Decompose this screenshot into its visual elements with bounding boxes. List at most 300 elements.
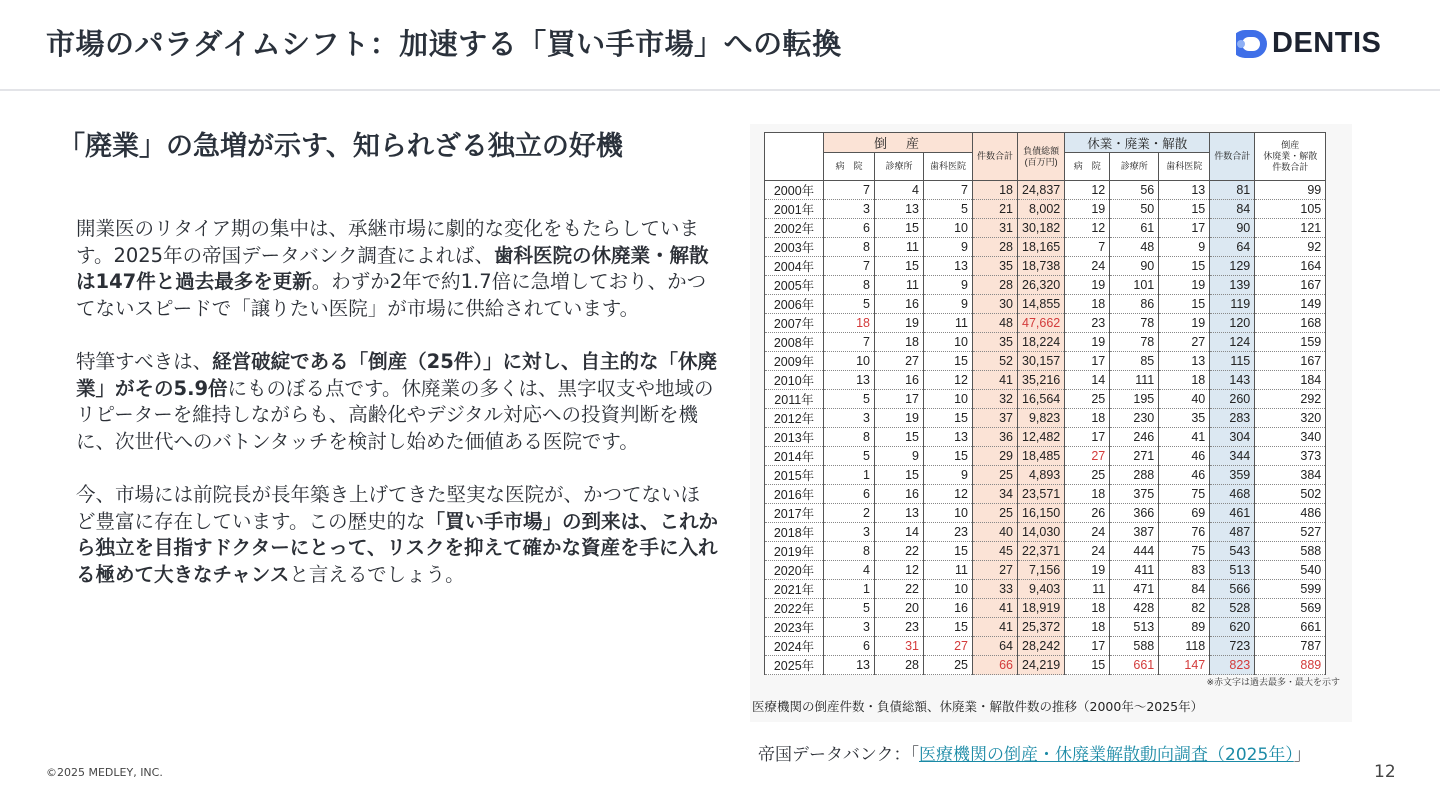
cell-tousan-total: 64	[973, 637, 1018, 656]
cell-tousan-clinic: 4	[875, 181, 924, 200]
cell-tousan-hospital: 10	[824, 352, 875, 371]
bankruptcy-closure-table	[764, 132, 1326, 675]
cell-debt: 30,157	[1018, 352, 1065, 371]
table-row	[765, 257, 1326, 276]
cell-tousan-dental: 15	[924, 542, 973, 561]
cell-kyuhai-dental: 15	[1159, 257, 1210, 276]
cell-kyuhai-hospital: 7	[1065, 238, 1110, 257]
cell-kyuhai-hospital: 15	[1065, 656, 1110, 675]
cell-tousan-clinic: 31	[875, 637, 924, 656]
cell-tousan-dental: 11	[924, 561, 973, 580]
cell-debt: 9,403	[1018, 580, 1065, 599]
cell-tousan-hospital: 8	[824, 542, 875, 561]
paragraph-1: 開業医のリタイア期の集中は、承継市場に劇的な変化をもたらしています。2025年の帝国データバンク調査によれば、歯科医院の休廃業・解散は147件と過去最多を更新。わずか2年で約1.7倍に急増しており、かつてないスピードで「譲りたい医院」が市場に供給されています。	[76, 217, 709, 320]
cell-tousan-dental: 9	[924, 466, 973, 485]
emphasis: 歯科医院の休廃業・解散は147件と過去最多を更新	[76, 243, 709, 293]
cell-debt: 22,371	[1018, 542, 1065, 561]
cell-tousan-clinic: 27	[875, 352, 924, 371]
cell-kyuhai-dental: 75	[1159, 542, 1210, 561]
cell-year: 2021年	[765, 580, 824, 599]
cell-year: 2024年	[765, 637, 824, 656]
cell-tousan-dental: 10	[924, 580, 973, 599]
cell-kyuhai-clinic: 230	[1110, 409, 1159, 428]
cell-kyuhai-dental: 147	[1159, 656, 1210, 675]
table-row	[765, 485, 1326, 504]
cell-year: 2000年	[765, 181, 824, 200]
table-body	[765, 181, 1326, 675]
cell-kyuhai-dental: 13	[1159, 352, 1210, 371]
cell-debt: 16,564	[1018, 390, 1065, 409]
cell-kyuhai-clinic: 86	[1110, 295, 1159, 314]
cell-kyuhai-hospital: 18	[1065, 409, 1110, 428]
cell-tousan-hospital: 4	[824, 561, 875, 580]
table-row	[765, 181, 1326, 200]
cell-kyuhai-clinic: 78	[1110, 314, 1159, 333]
cell-grand-total: 540	[1255, 561, 1326, 580]
cell-tousan-hospital: 8	[824, 238, 875, 257]
cell-grand-total: 588	[1255, 542, 1326, 561]
data-table-figure	[750, 124, 1352, 722]
table-row	[765, 333, 1326, 352]
cell-kyuhai-dental: 76	[1159, 523, 1210, 542]
cell-kyuhai-total: 723	[1210, 637, 1255, 656]
cell-kyuhai-dental: 27	[1159, 333, 1210, 352]
dentis-logo-icon	[1236, 28, 1268, 60]
table-row	[765, 295, 1326, 314]
cell-kyuhai-total: 566	[1210, 580, 1255, 599]
cell-year: 2015年	[765, 466, 824, 485]
cell-year: 2019年	[765, 542, 824, 561]
cell-debt: 8,002	[1018, 200, 1065, 219]
cell-grand-total: 292	[1255, 390, 1326, 409]
header-divider	[0, 89, 1440, 91]
cell-kyuhai-total: 119	[1210, 295, 1255, 314]
cell-tousan-hospital: 2	[824, 504, 875, 523]
cell-kyuhai-hospital: 19	[1065, 200, 1110, 219]
cell-kyuhai-clinic: 61	[1110, 219, 1159, 238]
cell-tousan-clinic: 19	[875, 314, 924, 333]
table-row	[765, 238, 1326, 257]
cell-tousan-clinic: 15	[875, 466, 924, 485]
cell-tousan-clinic: 17	[875, 390, 924, 409]
cell-kyuhai-total: 344	[1210, 447, 1255, 466]
cell-year: 2018年	[765, 523, 824, 542]
cell-kyuhai-clinic: 90	[1110, 257, 1159, 276]
cell-debt: 18,738	[1018, 257, 1065, 276]
cell-tousan-total: 28	[973, 238, 1018, 257]
cell-tousan-dental: 13	[924, 428, 973, 447]
cell-year: 2012年	[765, 409, 824, 428]
cell-grand-total: 502	[1255, 485, 1326, 504]
table-row	[765, 542, 1326, 561]
cell-tousan-total: 37	[973, 409, 1018, 428]
cell-tousan-total: 52	[973, 352, 1018, 371]
cell-tousan-dental: 23	[924, 523, 973, 542]
cell-debt: 35,216	[1018, 371, 1065, 390]
cell-kyuhai-dental: 17	[1159, 219, 1210, 238]
cell-kyuhai-clinic: 375	[1110, 485, 1159, 504]
header-tousan-hospital: 病 院	[824, 153, 875, 181]
cell-tousan-clinic: 12	[875, 561, 924, 580]
cell-kyuhai-hospital: 17	[1065, 637, 1110, 656]
cell-kyuhai-hospital: 11	[1065, 580, 1110, 599]
header-kyuhai-dental: 歯科医院	[1159, 153, 1210, 181]
cell-year: 2025年	[765, 656, 824, 675]
source-link[interactable]: 医療機関の倒産・休廃業解散動向調査（2025年）	[919, 745, 1294, 765]
cell-tousan-clinic: 11	[875, 276, 924, 295]
cell-kyuhai-hospital: 19	[1065, 276, 1110, 295]
table-row	[765, 409, 1326, 428]
cell-kyuhai-hospital: 18	[1065, 599, 1110, 618]
cell-kyuhai-hospital: 14	[1065, 371, 1110, 390]
dentis-logo	[1236, 27, 1381, 60]
cell-grand-total: 168	[1255, 314, 1326, 333]
cell-tousan-hospital: 13	[824, 656, 875, 675]
cell-tousan-hospital: 3	[824, 200, 875, 219]
cell-kyuhai-total: 260	[1210, 390, 1255, 409]
cell-tousan-clinic: 20	[875, 599, 924, 618]
cell-tousan-dental: 13	[924, 257, 973, 276]
cell-kyuhai-dental: 118	[1159, 637, 1210, 656]
cell-kyuhai-clinic: 513	[1110, 618, 1159, 637]
cell-kyuhai-hospital: 19	[1065, 333, 1110, 352]
cell-grand-total: 167	[1255, 276, 1326, 295]
cell-tousan-total: 18	[973, 181, 1018, 200]
logo-text: DENTIS	[1272, 27, 1382, 59]
cell-kyuhai-dental: 84	[1159, 580, 1210, 599]
cell-kyuhai-dental: 9	[1159, 238, 1210, 257]
cell-kyuhai-clinic: 471	[1110, 580, 1159, 599]
cell-debt: 18,224	[1018, 333, 1065, 352]
cell-kyuhai-clinic: 288	[1110, 466, 1159, 485]
cell-kyuhai-dental: 40	[1159, 390, 1210, 409]
cell-tousan-dental: 27	[924, 637, 973, 656]
cell-year: 2017年	[765, 504, 824, 523]
cell-kyuhai-dental: 19	[1159, 314, 1210, 333]
cell-kyuhai-total: 461	[1210, 504, 1255, 523]
table-row	[765, 371, 1326, 390]
cell-kyuhai-hospital: 25	[1065, 390, 1110, 409]
cell-kyuhai-clinic: 246	[1110, 428, 1159, 447]
cell-tousan-hospital: 3	[824, 409, 875, 428]
cell-kyuhai-dental: 41	[1159, 428, 1210, 447]
cell-tousan-hospital: 5	[824, 295, 875, 314]
cell-kyuhai-total: 487	[1210, 523, 1255, 542]
cell-grand-total: 99	[1255, 181, 1326, 200]
cell-tousan-clinic: 15	[875, 257, 924, 276]
cell-kyuhai-clinic: 85	[1110, 352, 1159, 371]
cell-kyuhai-dental: 89	[1159, 618, 1210, 637]
cell-year: 2005年	[765, 276, 824, 295]
page-title: 市場のパラダイムシフト：加速する「買い手市場」への転換	[46, 27, 842, 61]
cell-tousan-clinic: 11	[875, 238, 924, 257]
cell-tousan-total: 29	[973, 447, 1018, 466]
cell-debt: 7,156	[1018, 561, 1065, 580]
cell-kyuhai-total: 304	[1210, 428, 1255, 447]
body-text	[76, 216, 718, 615]
header-tousan-total: 件数合計	[973, 133, 1018, 181]
cell-tousan-dental: 10	[924, 219, 973, 238]
cell-kyuhai-dental: 82	[1159, 599, 1210, 618]
cell-debt: 23,571	[1018, 485, 1065, 504]
cell-tousan-dental: 15	[924, 409, 973, 428]
cell-kyuhai-dental: 46	[1159, 466, 1210, 485]
table-row	[765, 447, 1326, 466]
cell-kyuhai-total: 139	[1210, 276, 1255, 295]
cell-tousan-clinic: 16	[875, 485, 924, 504]
cell-grand-total: 159	[1255, 333, 1326, 352]
cell-tousan-total: 32	[973, 390, 1018, 409]
cell-tousan-dental: 12	[924, 485, 973, 504]
cell-kyuhai-dental: 75	[1159, 485, 1210, 504]
cell-kyuhai-clinic: 101	[1110, 276, 1159, 295]
cell-kyuhai-hospital: 17	[1065, 428, 1110, 447]
cell-grand-total: 661	[1255, 618, 1326, 637]
cell-kyuhai-dental: 15	[1159, 295, 1210, 314]
cell-grand-total: 340	[1255, 428, 1326, 447]
cell-tousan-dental: 9	[924, 295, 973, 314]
cell-kyuhai-clinic: 411	[1110, 561, 1159, 580]
cell-kyuhai-clinic: 56	[1110, 181, 1159, 200]
cell-kyuhai-total: 143	[1210, 371, 1255, 390]
cell-tousan-dental: 10	[924, 333, 973, 352]
cell-debt: 47,662	[1018, 314, 1065, 333]
table-row	[765, 599, 1326, 618]
cell-tousan-clinic: 16	[875, 295, 924, 314]
cell-debt: 9,823	[1018, 409, 1065, 428]
cell-grand-total: 121	[1255, 219, 1326, 238]
cell-debt: 16,150	[1018, 504, 1065, 523]
cell-kyuhai-hospital: 25	[1065, 466, 1110, 485]
cell-debt: 18,165	[1018, 238, 1065, 257]
cell-year: 2016年	[765, 485, 824, 504]
cell-grand-total: 92	[1255, 238, 1326, 257]
cell-kyuhai-dental: 46	[1159, 447, 1210, 466]
cell-grand-total: 889	[1255, 656, 1326, 675]
cell-tousan-total: 25	[973, 466, 1018, 485]
cell-debt: 26,320	[1018, 276, 1065, 295]
cell-debt: 18,485	[1018, 447, 1065, 466]
paragraph-3: 今、市場には前院長が長年築き上げてきた堅実な医院が、かつてないほど豊富に存在しています。この歴史的な「買い手市場」の到来は、これから独立を目指すドクターにとって、リスクを抑えて確かな資産を手に入れる極めて大きなチャンスと言えるでしょう。	[76, 483, 718, 586]
cell-kyuhai-total: 513	[1210, 561, 1255, 580]
cell-year: 2009年	[765, 352, 824, 371]
cell-grand-total: 527	[1255, 523, 1326, 542]
cell-tousan-total: 25	[973, 504, 1018, 523]
table-row	[765, 656, 1326, 675]
cell-tousan-total: 33	[973, 580, 1018, 599]
source-citation: 帝国データバンク：「医療機関の倒産・休廃業解散動向調査（2025年）」	[758, 745, 1311, 765]
cell-tousan-dental: 7	[924, 181, 973, 200]
cell-tousan-hospital: 18	[824, 314, 875, 333]
cell-grand-total: 384	[1255, 466, 1326, 485]
table-row	[765, 390, 1326, 409]
cell-tousan-dental: 25	[924, 656, 973, 675]
cell-tousan-hospital: 13	[824, 371, 875, 390]
cell-tousan-hospital: 7	[824, 257, 875, 276]
cell-tousan-total: 35	[973, 257, 1018, 276]
group-header-tousan: 倒 産	[824, 133, 973, 153]
cell-kyuhai-clinic: 78	[1110, 333, 1159, 352]
cell-kyuhai-hospital: 18	[1065, 618, 1110, 637]
header-tousan-clinic: 診療所	[875, 153, 924, 181]
cell-debt: 4,893	[1018, 466, 1065, 485]
cell-kyuhai-total: 468	[1210, 485, 1255, 504]
cell-tousan-total: 28	[973, 276, 1018, 295]
cell-debt: 12,482	[1018, 428, 1065, 447]
cell-year: 2023年	[765, 618, 824, 637]
cell-kyuhai-total: 823	[1210, 656, 1255, 675]
table-row	[765, 466, 1326, 485]
cell-kyuhai-clinic: 111	[1110, 371, 1159, 390]
cell-debt: 28,242	[1018, 637, 1065, 656]
cell-kyuhai-hospital: 24	[1065, 542, 1110, 561]
cell-kyuhai-total: 84	[1210, 200, 1255, 219]
cell-tousan-clinic: 13	[875, 504, 924, 523]
cell-tousan-total: 31	[973, 219, 1018, 238]
cell-tousan-total: 30	[973, 295, 1018, 314]
table-row	[765, 561, 1326, 580]
cell-tousan-hospital: 3	[824, 523, 875, 542]
header-kyuhai-hospital: 病 院	[1065, 153, 1110, 181]
cell-kyuhai-clinic: 48	[1110, 238, 1159, 257]
cell-tousan-hospital: 5	[824, 447, 875, 466]
cell-kyuhai-hospital: 19	[1065, 561, 1110, 580]
cell-year: 2004年	[765, 257, 824, 276]
cell-tousan-hospital: 6	[824, 219, 875, 238]
cell-kyuhai-hospital: 26	[1065, 504, 1110, 523]
cell-grand-total: 184	[1255, 371, 1326, 390]
cell-tousan-clinic: 15	[875, 428, 924, 447]
cell-tousan-hospital: 5	[824, 390, 875, 409]
table-row	[765, 504, 1326, 523]
header-debt: 負債総額 (百万円)	[1018, 133, 1065, 181]
cell-kyuhai-dental: 69	[1159, 504, 1210, 523]
cell-tousan-hospital: 7	[824, 181, 875, 200]
cell-tousan-dental: 9	[924, 276, 973, 295]
cell-tousan-total: 41	[973, 618, 1018, 637]
cell-tousan-hospital: 6	[824, 637, 875, 656]
cell-kyuhai-clinic: 387	[1110, 523, 1159, 542]
table-row	[765, 618, 1326, 637]
cell-kyuhai-hospital: 18	[1065, 295, 1110, 314]
cell-year: 2011年	[765, 390, 824, 409]
table-row	[765, 523, 1326, 542]
group-header-kyuhai: 休業・廃業・解散	[1065, 133, 1210, 153]
cell-tousan-dental: 12	[924, 371, 973, 390]
cell-kyuhai-dental: 19	[1159, 276, 1210, 295]
cell-kyuhai-hospital: 17	[1065, 352, 1110, 371]
cell-kyuhai-dental: 15	[1159, 200, 1210, 219]
cell-kyuhai-total: 90	[1210, 219, 1255, 238]
header-kyuhai-total: 件数合計	[1210, 133, 1255, 181]
paragraph-2: 特筆すべきは、経営破綻である「倒産（25件）」に対し、自主的な「休廃業」がその5.9倍にものぼる点です。休廃業の多くは、黒字収支や地域のリピーターを維持しながらも、高齢化やデジタル対応への投資判断を機に、次世代へのバトンタッチを検討し始めた価値ある医院です。	[76, 350, 718, 453]
cell-tousan-hospital: 1	[824, 580, 875, 599]
cell-debt: 14,855	[1018, 295, 1065, 314]
cell-tousan-clinic: 9	[875, 447, 924, 466]
cell-kyuhai-dental: 13	[1159, 181, 1210, 200]
cell-grand-total: 164	[1255, 257, 1326, 276]
cell-kyuhai-total: 115	[1210, 352, 1255, 371]
table-row	[765, 428, 1326, 447]
cell-tousan-clinic: 15	[875, 219, 924, 238]
cell-tousan-dental: 16	[924, 599, 973, 618]
cell-debt: 25,372	[1018, 618, 1065, 637]
cell-kyuhai-clinic: 366	[1110, 504, 1159, 523]
cell-tousan-total: 36	[973, 428, 1018, 447]
emphasis: 「買い手市場」の到来は、これから独立を目指すドクターにとって、リスクを抑えて確かな資産を手に入れる極めて大きなチャンス	[76, 509, 718, 586]
cell-tousan-total: 40	[973, 523, 1018, 542]
cell-tousan-clinic: 22	[875, 542, 924, 561]
cell-tousan-dental: 15	[924, 447, 973, 466]
cell-year: 2008年	[765, 333, 824, 352]
cell-tousan-hospital: 5	[824, 599, 875, 618]
emphasis: 経営破綻である「倒産（25件）」に対し、自主的な「休廃業」がその5.9倍	[76, 350, 718, 400]
cell-year: 2022年	[765, 599, 824, 618]
cell-tousan-dental: 9	[924, 238, 973, 257]
cell-tousan-dental: 15	[924, 352, 973, 371]
cell-kyuhai-clinic: 428	[1110, 599, 1159, 618]
cell-kyuhai-clinic: 271	[1110, 447, 1159, 466]
cell-kyuhai-hospital: 23	[1065, 314, 1110, 333]
section-heading: 「廃業」の急増が示す、知られざる独立の好機	[58, 131, 623, 162]
table-row	[765, 219, 1326, 238]
table-row	[765, 200, 1326, 219]
cell-tousan-clinic: 16	[875, 371, 924, 390]
cell-tousan-dental: 10	[924, 504, 973, 523]
cell-debt: 30,182	[1018, 219, 1065, 238]
table-row	[765, 580, 1326, 599]
cell-debt: 24,837	[1018, 181, 1065, 200]
cell-tousan-hospital: 8	[824, 428, 875, 447]
header-kyuhai-clinic: 診療所	[1110, 153, 1159, 181]
cell-tousan-total: 21	[973, 200, 1018, 219]
cell-kyuhai-total: 283	[1210, 409, 1255, 428]
cell-kyuhai-clinic: 195	[1110, 390, 1159, 409]
table-caption: 医療機関の倒産件数・負債総額、休廃業・解散件数の推移（2000年～2025年）	[752, 699, 1204, 714]
cell-debt: 14,030	[1018, 523, 1065, 542]
table-row	[765, 276, 1326, 295]
cell-kyuhai-dental: 35	[1159, 409, 1210, 428]
cell-tousan-hospital: 3	[824, 618, 875, 637]
cell-year: 2007年	[765, 314, 824, 333]
table-row	[765, 314, 1326, 333]
cell-kyuhai-clinic: 588	[1110, 637, 1159, 656]
cell-tousan-total: 41	[973, 371, 1018, 390]
cell-tousan-clinic: 18	[875, 333, 924, 352]
cell-tousan-dental: 11	[924, 314, 973, 333]
cell-kyuhai-total: 64	[1210, 238, 1255, 257]
cell-year: 2014年	[765, 447, 824, 466]
cell-tousan-clinic: 28	[875, 656, 924, 675]
cell-tousan-hospital: 8	[824, 276, 875, 295]
cell-year: 2020年	[765, 561, 824, 580]
cell-kyuhai-hospital: 12	[1065, 181, 1110, 200]
cell-kyuhai-total: 620	[1210, 618, 1255, 637]
cell-tousan-total: 41	[973, 599, 1018, 618]
cell-kyuhai-total: 129	[1210, 257, 1255, 276]
cell-kyuhai-clinic: 444	[1110, 542, 1159, 561]
header-grand-total: 倒産 休廃業・解散 件数合計	[1255, 133, 1326, 181]
cell-kyuhai-hospital: 24	[1065, 523, 1110, 542]
cell-tousan-total: 27	[973, 561, 1018, 580]
page-number: 12	[1374, 762, 1396, 782]
cell-kyuhai-total: 124	[1210, 333, 1255, 352]
cell-kyuhai-dental: 18	[1159, 371, 1210, 390]
cell-kyuhai-total: 543	[1210, 542, 1255, 561]
cell-tousan-clinic: 22	[875, 580, 924, 599]
cell-debt: 18,919	[1018, 599, 1065, 618]
cell-tousan-clinic: 19	[875, 409, 924, 428]
